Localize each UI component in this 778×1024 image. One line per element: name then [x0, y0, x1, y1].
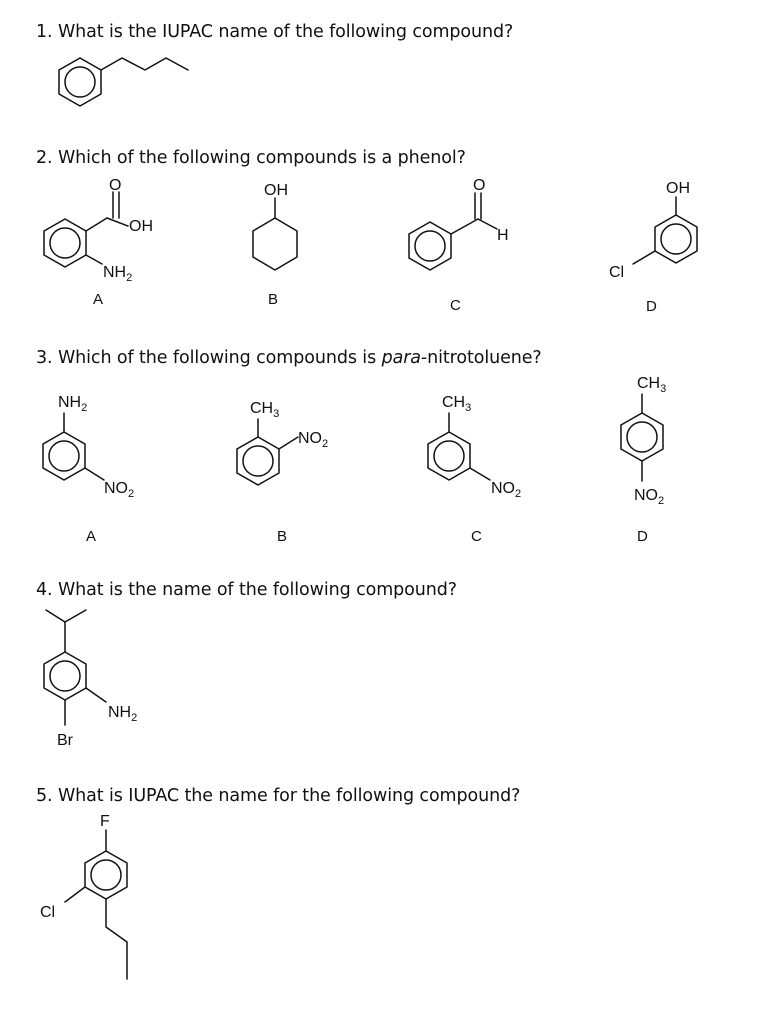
q3-structure-a [43, 394, 134, 545]
q3b-no2-label: $NO_2$ [298, 430, 329, 450]
q2-structure-d [609, 180, 697, 315]
q3b-ch3-label: $CH_3$ [250, 400, 280, 420]
question-4: 4. What is the name of the following compound? [36, 580, 457, 600]
q2a-oh-label: OH [129, 218, 153, 235]
q2c-oxygen-label: O [473, 177, 486, 194]
q5-structure [40, 813, 127, 979]
question-1: 1. What is the IUPAC name of the following compound? [36, 22, 514, 42]
q3c-no2-label: $NO_2$ [491, 480, 522, 500]
q4-br-label: Br [57, 732, 73, 749]
q3a-nh2-label: $NH_2$ [58, 394, 88, 414]
q3-structure-d [621, 375, 666, 545]
q2d-oh-label: OH [666, 180, 690, 197]
q3d-ch3-label: $CH_3$ [637, 375, 667, 395]
q2-choice-d: D [646, 298, 657, 315]
q2-structure-b [253, 182, 297, 308]
question-3: 3. Which of the following compounds is para-nitrotoluene? [36, 348, 542, 368]
q5-cl-label: Cl [40, 904, 56, 921]
q3-structure-c [428, 394, 521, 545]
q3-choice-a: A [86, 528, 97, 545]
q3-choice-d: D [637, 528, 648, 545]
q3a-no2-label: $NO_2$ [104, 480, 135, 500]
q2c-h-label: H [497, 227, 509, 244]
q3-choice-b: B [277, 528, 288, 545]
question-2: 2. Which of the following compounds is a phenol? [36, 148, 466, 168]
q3d-no2-label: $NO_2$ [634, 487, 665, 507]
q4-nh2-label: $NH_2$ [108, 704, 138, 724]
q2a-oxygen-label: O [109, 177, 122, 194]
q2-choice-c: C [450, 297, 461, 314]
q2d-cl-label: Cl [609, 264, 625, 281]
q2a-nh2-label: $NH_2$ [103, 264, 133, 284]
q2b-oh-label: OH [264, 182, 288, 199]
q2-structure-a [44, 177, 153, 308]
question-5: 5. What is IUPAC the name for the following compound? [36, 786, 521, 806]
q3-choice-c: C [471, 528, 482, 545]
q3-structure-b [237, 400, 328, 545]
q2-choice-b: B [268, 291, 279, 308]
q1-structure [59, 58, 188, 106]
q4-structure [44, 610, 137, 749]
q2-choice-a: A [93, 291, 104, 308]
q5-f-label: F [100, 813, 110, 830]
q2-structure-c [409, 177, 509, 314]
q3c-ch3-label: $CH_3$ [442, 394, 472, 414]
